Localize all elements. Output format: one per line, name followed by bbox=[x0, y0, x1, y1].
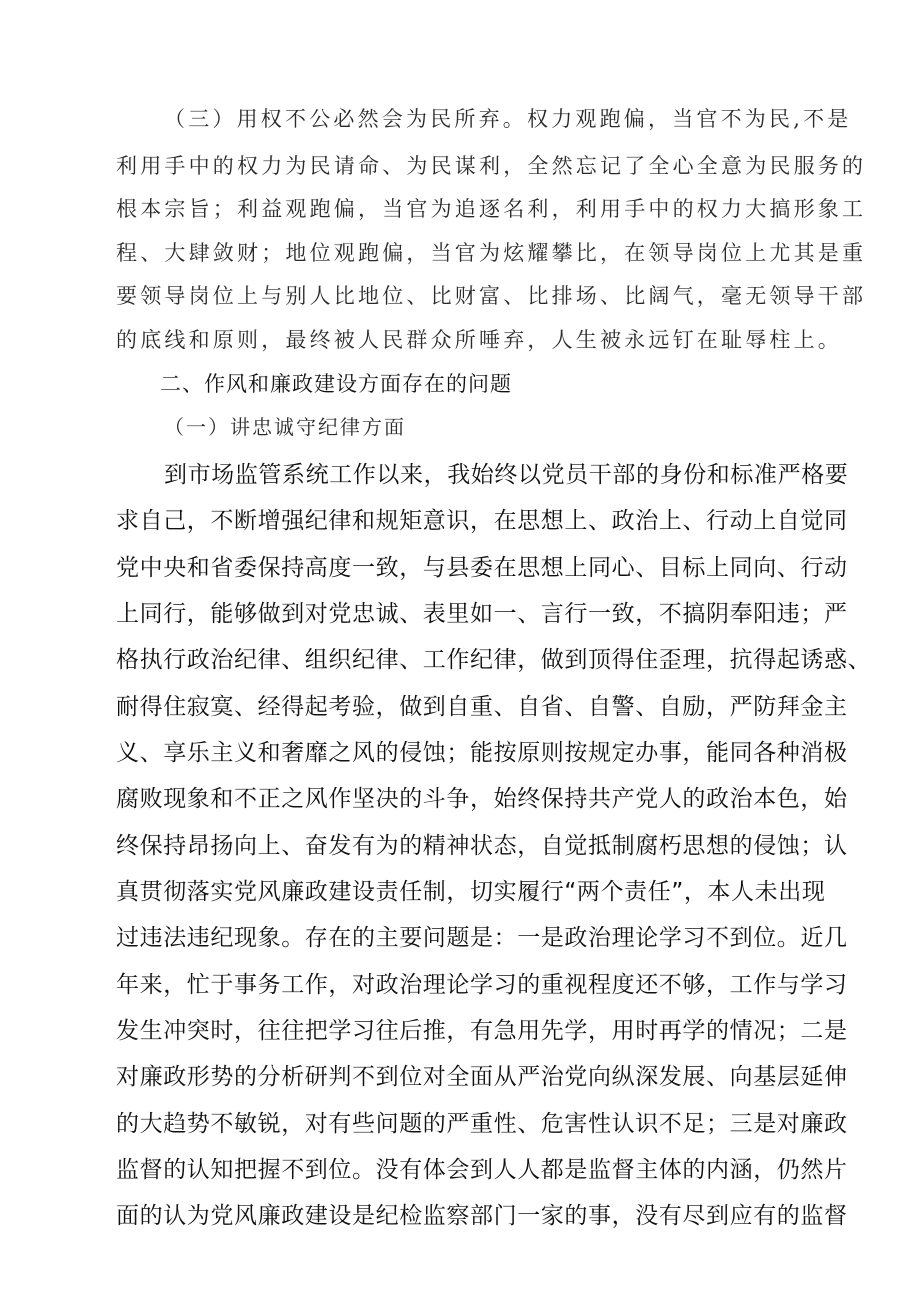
section3-line-6: 的底线和原则，最终被人民群众所唾弃，人生被永远钉在耻辱柱上。 bbox=[116, 328, 842, 352]
section3-line-5: 要领导岗位上与别人比地位、比财富、比排场、比阔气，毫无领导干部 bbox=[116, 284, 867, 308]
body-line-6: 耐得住寂寞、经得起考验，做到自重、自省、自警、自励，严防拜金主 bbox=[116, 694, 848, 720]
body-line-16: 监督的认知把握不到位。没有体会到人人都是监督主体的内涵，仍然片 bbox=[116, 1157, 848, 1183]
body-line-3: 党中央和省委保持高度一致，与县委在思想上同心、目标上同向、行动 bbox=[116, 555, 848, 581]
section-heading: 二、作风和廉政建设方面存在的问题 bbox=[160, 372, 512, 396]
body-line-12: 年来，忙于事务工作，对政治理论学习的重视程度还不够，工作与学习 bbox=[116, 972, 848, 998]
body-line-14: 对廉政形势的分析研判不到位对全面从严治党向纵深发展、向基层延伸 bbox=[116, 1064, 848, 1090]
body-line-11: 过违法违纪现象。存在的主要问题是：一是政治理论学习不到位。近几 bbox=[116, 925, 848, 951]
body-line-7: 义、享乐主义和奢靡之风的侵蚀；能按原则按规定办事，能同各种消极 bbox=[116, 740, 848, 766]
section3-line-4: 程、大肆敛财；地位观跑偏，当官为炫耀攀比，在领导岗位上尤其是重 bbox=[116, 241, 867, 265]
body-line-4: 上同行，能够做到对党忠诚、表里如一、言行一致，不搞阴奉阳违；严 bbox=[116, 601, 848, 627]
body-line-15: 的大趋势不敏锐，对有些问题的严重性、危害性认识不足；三是对廉政 bbox=[116, 1111, 848, 1137]
body-line-9: 终保持昂扬向上、奋发有为的精神状态，自觉抵制腐朽思想的侵蚀；认 bbox=[116, 833, 848, 859]
body-line-13: 发生冲突时，往往把学习往后推，有急用先学，用时再学的情况；二是 bbox=[116, 1018, 848, 1044]
body-line-2: 求自己，不断增强纪律和规矩意识，在思想上、政治上、行动上自觉同 bbox=[116, 508, 848, 534]
subsection-heading: （一）讲忠诚守纪律方面 bbox=[164, 415, 406, 439]
body-line-17: 面的认为党风廉政建设是纪检监察部门一家的事，没有尽到应有的监督 bbox=[116, 1203, 848, 1229]
body-line-10: 真贯彻落实党风廉政建设责任制，切实履行“两个责任”，本人未出现 bbox=[116, 879, 826, 905]
body-line-1: 到市场监管系统工作以来，我始终以党员干部的身份和标准严格要 bbox=[164, 462, 849, 488]
section3-line-1: （三）用权不公必然会为民所弃。权力观跑偏，当官不为民,不是 bbox=[164, 107, 852, 131]
section3-line-3: 根本宗旨；利益观跑偏，当官为追逐名利，利用手中的权力大搞形象工 bbox=[116, 197, 867, 221]
section3-line-2: 利用手中的权力为民请命、为民谋利，全然忘记了全心全意为民服务的 bbox=[116, 154, 867, 178]
body-line-8: 腐败现象和不正之风作坚决的斗争，始终保持共产党人的政治本色，始 bbox=[116, 786, 848, 812]
body-line-5: 格执行政治纪律、组织纪律、工作纪律，做到顶得住歪理，抗得起诱惑、 bbox=[116, 647, 872, 673]
